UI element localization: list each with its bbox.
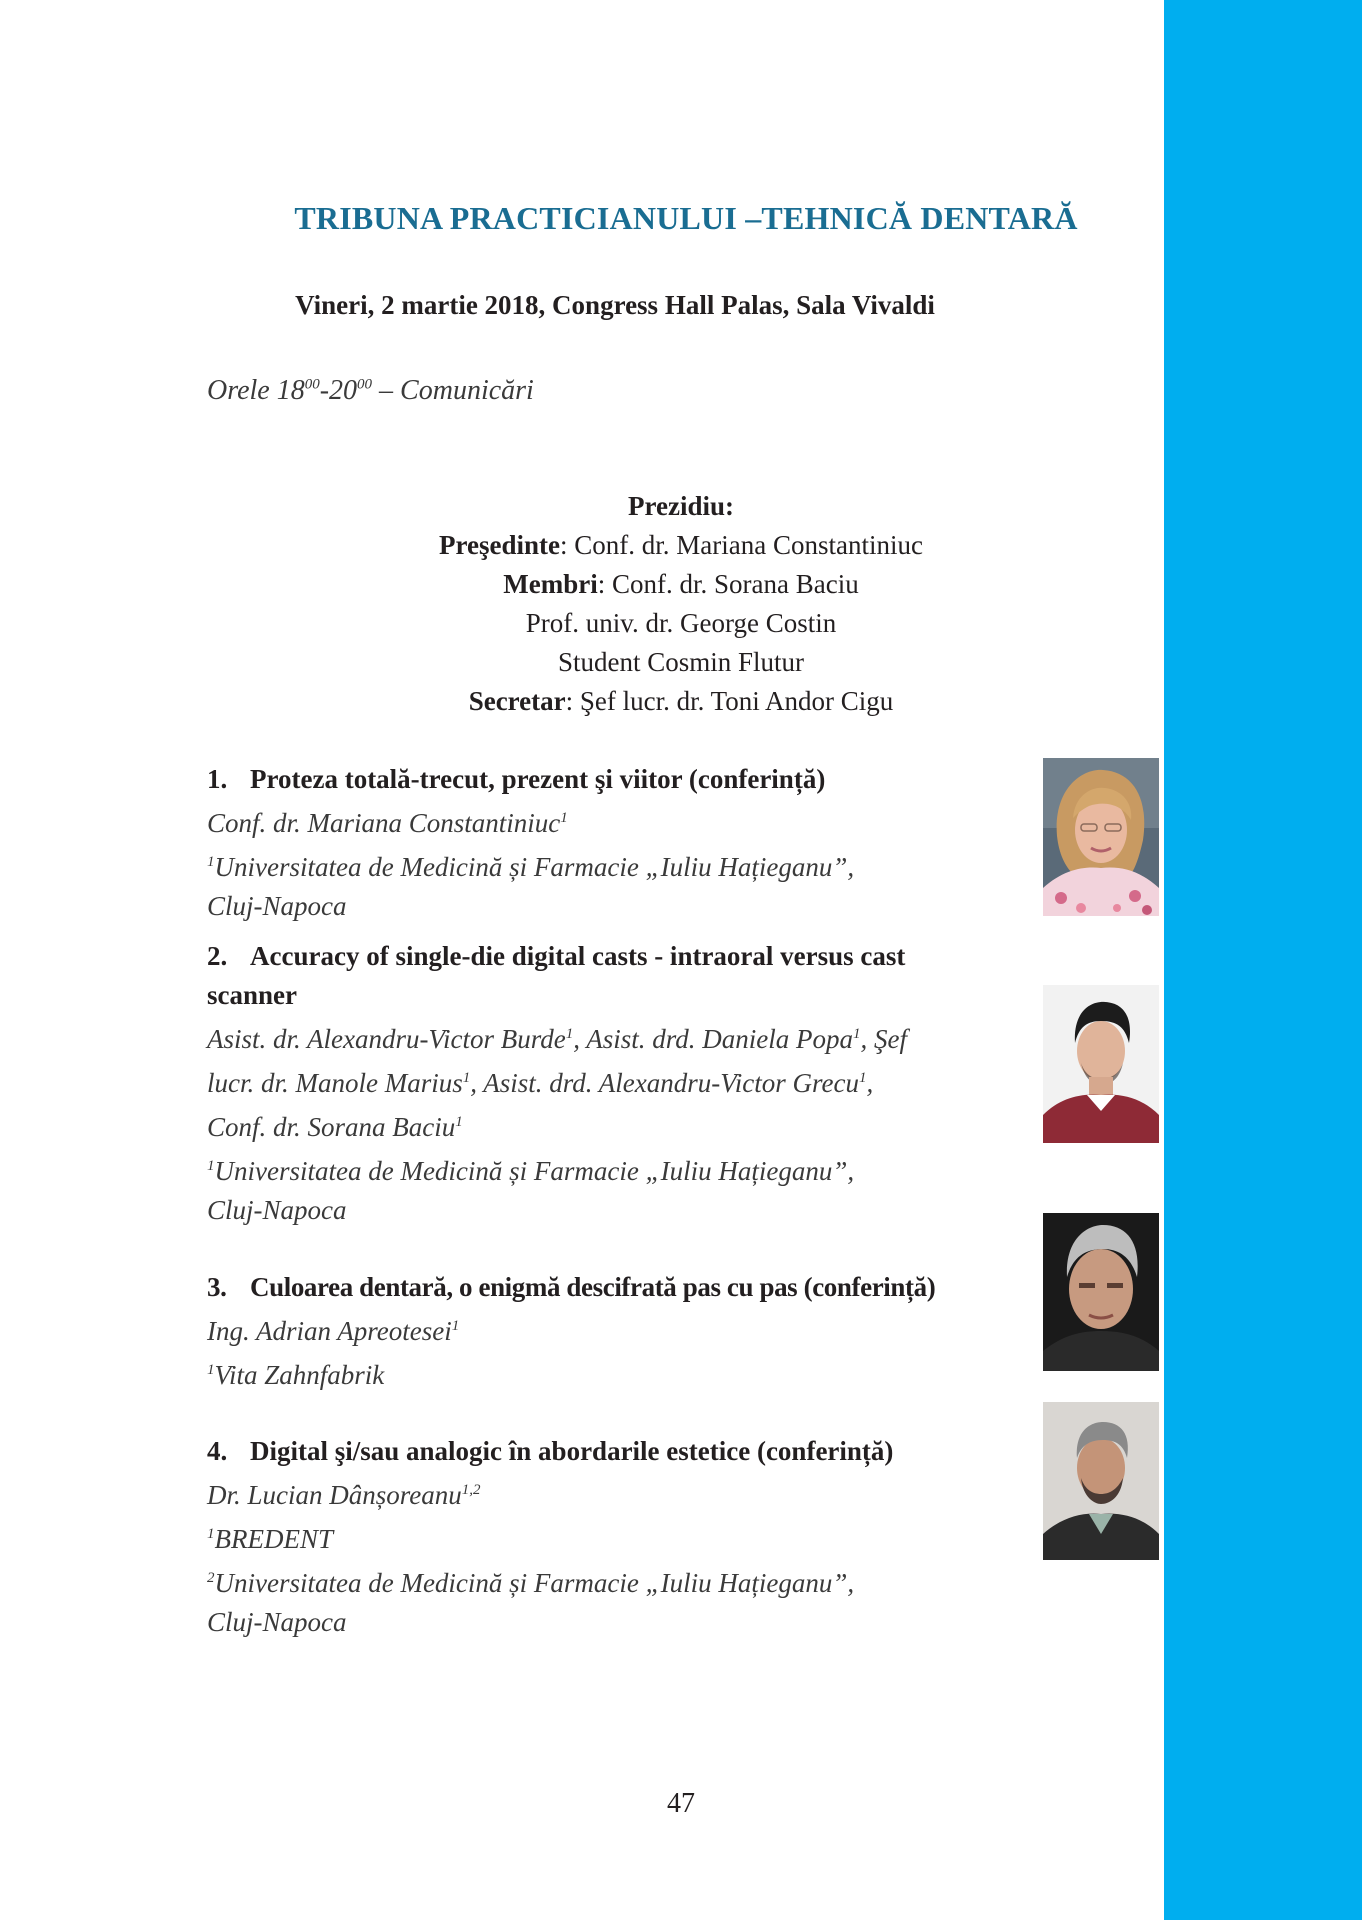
session-time: Orele $18^{00}-20^{00}$ – Comunicări [207,375,534,406]
presentation-item [207,1268,1032,1395]
presentation-authors: Asist. dr. Alexandru-Victor Burde$^1$, Asist. drd. Daniela Popa$^1$, Şef [207,1024,907,1054]
presentation-title: 1. Proteza totală-trecut, prezent şi viitor (conferință) [207,764,826,794]
portrait-photo-young-man [1043,985,1159,1143]
presentation-authors: Dr. Lucian Dânșoreanu$^{1,2}$ [207,1480,481,1510]
presentation-title: 2. Accuracy of single-die digital casts - intraoral versus cast [207,941,906,971]
presidium-secretary: Secretar: Şef lucr. dr. Toni Andor Cigu [468,686,894,716]
presentation-authors: Conf. dr. Mariana Constantiniuc$^1$ [207,808,568,838]
page-number: 47 [667,1788,695,1819]
side-color-band [1164,0,1362,1920]
presentation-affiliation-city: Cluj-Napoca [207,1195,347,1225]
event-date-location: Vineri, 2 martie 2018, Congress Hall Palas, Sala Vivaldi [295,290,935,320]
portrait-photo-grey-haired-man [1043,1213,1159,1371]
presidium-block [0,487,1362,721]
presidium-members: Membri: Conf. dr. Sorana Baciu [503,569,859,599]
presentation-affiliation: $^1$Universitatea de Medicină și Farmacie „Iuliu Hațieganu”, [207,852,855,882]
portrait-photo-woman [1043,758,1159,916]
presentation-title-continued: scanner [207,980,297,1010]
presentation-title: 4. Digital şi/sau analogic în abordarile estetice (conferință) [207,1436,894,1466]
presentation-title: 3. Culoarea dentară, o enigmă descifrată pas cu pas (conferință) [207,1272,936,1302]
presentations-list [207,760,1032,1642]
presentation-affiliation: $^1$BREDENT [207,1524,333,1554]
presentation-item [207,760,1032,926]
page-title: TRIBUNA PRACTICIANULUI –TEHNICĂ DENTARĂ [294,200,1078,236]
presidium-member: Prof. univ. dr. George Costin [525,608,837,638]
presentation-item [207,937,1032,1230]
presidium-member: Student Cosmin Flutur [557,647,805,677]
presentation-authors: Conf. dr. Sorana Baciu$^1$ [207,1112,463,1142]
presidium-heading: Prezidiu: [628,491,734,521]
presidium-president: Preşedinte: Conf. dr. Mariana Constantiniuc [439,530,923,560]
presentation-affiliation: $^2$Universitatea de Medicină și Farmacie „Iuliu Hațieganu”, [207,1568,855,1598]
presentation-affiliation: $^1$Universitatea de Medicină și Farmacie „Iuliu Hațieganu”, [207,1156,855,1186]
presentation-authors: Ing. Adrian Apreotesei$^1$ [207,1316,460,1346]
presentation-affiliation: $^1$Vita Zahnfabrik [207,1360,385,1390]
presentation-authors: lucr. dr. Manole Marius$^1$, Asist. drd. Alexandru-Victor Grecu$^1$, [207,1068,874,1098]
presentation-affiliation-city: Cluj-Napoca [207,1607,347,1637]
portrait-photo-bearded-man [1043,1402,1159,1560]
presentation-item [207,1432,1032,1642]
presentation-affiliation-city: Cluj-Napoca [207,891,347,921]
